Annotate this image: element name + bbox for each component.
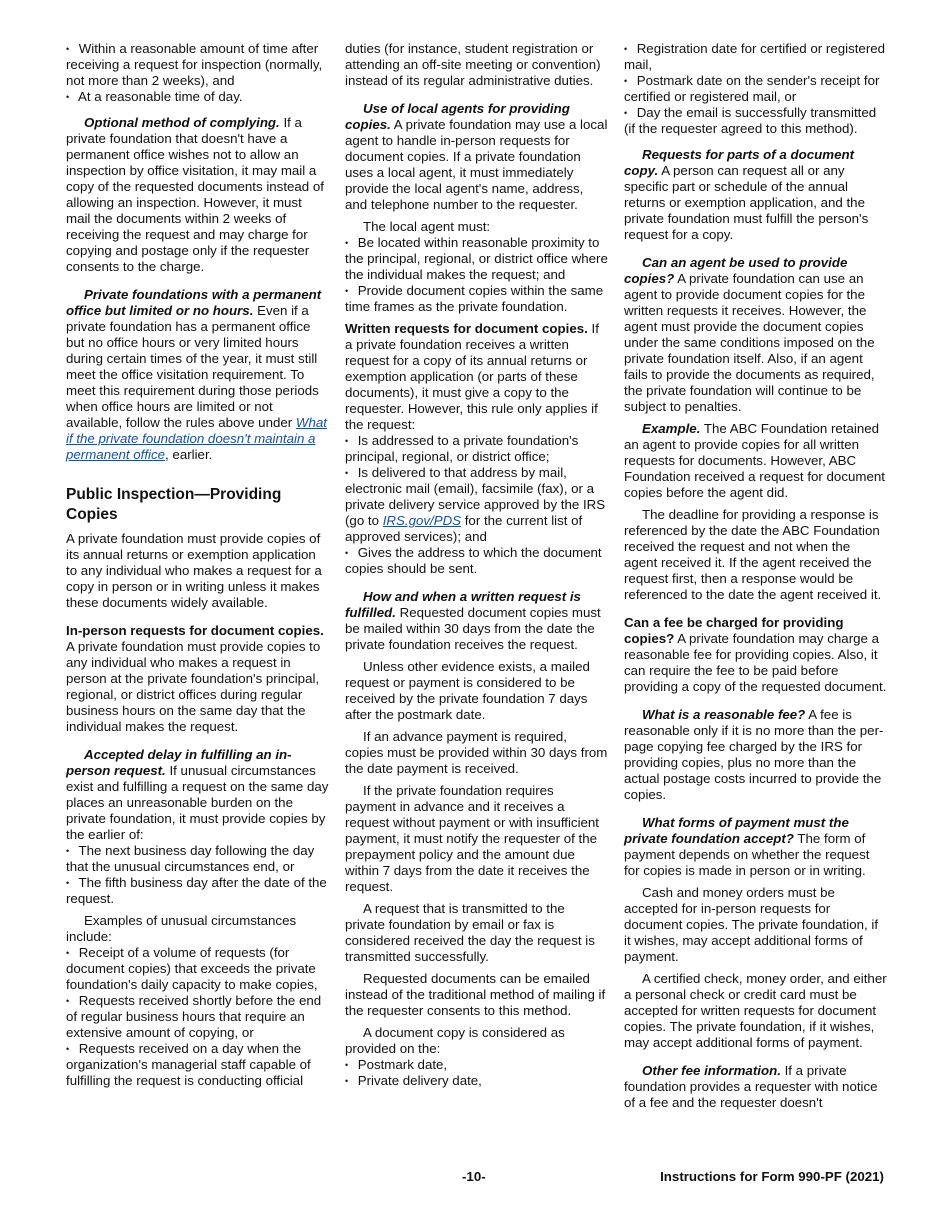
bullet-item: • Requests received on a day when the organization's managerial staff capable of fulfilling the request is conducting official [66, 1041, 311, 1088]
bullet-icon: • [624, 108, 628, 118]
paragraph-accepted-delay: Accepted delay in fulfilling an in-person request. If unusual circumstances exist and fulfilling a request on the same day places an unreasonable burden on the private foundation, it must provide copies by the earlier of: [66, 747, 329, 842]
bullet-icon: • [66, 948, 70, 958]
paragraph-how-when: How and when a written request is fulfilled. Requested document copies must be mailed within 30 days from the date the private foundation receives the request. [345, 589, 601, 652]
paragraph-advance-payment: If an advance payment is required, copies must be provided within 30 days from the date payment is received. [345, 729, 608, 776]
paragraph-intro: A private foundation must provide copies of its annual returns or exemption application to any individual who makes a request for a copy in person or in writing unless it makes these documents widely available. [66, 531, 322, 610]
paragraph-local-agent-must: The local agent must: [363, 219, 491, 234]
bullet-icon: • [345, 238, 349, 248]
bullet-item: • Receipt of a volume of requests (for document copies) that exceeds the private foundation's daily capacity to make copies, [66, 945, 318, 992]
bullet-icon: • [66, 92, 70, 102]
paragraph-cash: Cash and money orders must be accepted for in-person requests for document copies. The private foundation, if it wishes, may accept additional forms of payment. [624, 885, 879, 964]
paragraph-emailed-documents: Requested documents can be emailed instead of the traditional method of mailing if the requester consents to this method. [345, 971, 606, 1018]
bullet-item: • Is delivered to that address by mail, electronic mail (email), facsimile (fax), or a private delivery service approved by the IRS (go to IRS.gov/PDS for the current list of approved services); and [345, 465, 606, 544]
link-permanent-office[interactable]: What if the private foundation doesn't maintain a permanent office [66, 415, 327, 462]
bullet-icon: • [345, 436, 349, 446]
link-irs-pds[interactable]: IRS.gov/PDS [382, 513, 462, 528]
paragraph-limited-hours: Private foundations with a permanent office but limited or no hours. Even if a private foundation has a permanent office but no office hours or very limited hours during certain times of the year, it must still meet the office visitation requirement. To meet this requirement during those periods when office hours are limited or not available, follow the rules above under What if the private foundation doesn't maintain a permanent office, earlier. [66, 287, 327, 462]
bullet-item: • Private delivery date, [345, 1073, 482, 1088]
column-2 [345, 41, 608, 1089]
bullet-icon: • [345, 1060, 349, 1070]
paragraph-other-fee: Other fee information. If a private foundation provides a requester with notice of a fee and the requester doesn't [624, 1063, 878, 1110]
paragraph-fee-charged: Can a fee be charged for providing copies? A private foundation may charge a reasonable fee for providing copies. Also, it can require the fee to be paid before providing a copy of the requested document. [624, 615, 887, 694]
page-number: -10- [462, 1169, 486, 1184]
bullet-icon: • [66, 878, 70, 888]
paragraph-parts-of-document: Requests for parts of a document copy. A person can request all or any specific part or schedule of the annual returns or exemption application, and the private foundation must fulfill the person's request for a copy. [624, 147, 869, 242]
column-3 [624, 41, 887, 1117]
bullet-item: • Gives the address to which the document copies should be sent. [345, 545, 602, 576]
paragraph-certified-check: A certified check, money order, and either a personal check or credit card must be accepted for written requests for document copies. The private foundation, if it wishes, may accept additional forms of payment. [624, 971, 887, 1050]
bullet-item: • Registration date for certified or registered mail, [624, 41, 886, 72]
bullet-item: • Is addressed to a private foundation's principal, regional, or district office; [345, 433, 579, 464]
paragraph-deadline: The deadline for providing a response is referenced by the date the ABC Foundation received the request and not when the agent received it. If the agent received the request first, then a response would be referenced to the date the agent received it. [624, 507, 882, 602]
paragraph-written-requests: Written requests for document copies. If a private foundation receives a written request for a copy of its annual returns or exemption application (or parts of these documents), it must give a copy to the requester. However, this rule only applies if the request: [345, 321, 599, 432]
paragraph-forms-of-payment: What forms of payment must the private foundation accept? The form of payment depends on whether the request for copies is made in person or in writing. [624, 815, 870, 878]
bullet-item: • At a reasonable time of day. [66, 89, 243, 104]
bullet-icon: • [345, 548, 349, 558]
bullet-icon: • [624, 76, 628, 86]
bullet-item: • Requests received shortly before the end of regular business hours that require an extensive amount of copying, or [66, 993, 322, 1040]
paragraph-in-person-requests: In-person requests for document copies. A private foundation must provide copies to any individual who makes a request in person at the private foundation's principal, regional, or district offices during regular business hours on the same day that the individual makes the request. [66, 623, 324, 734]
bullet-icon: • [66, 1044, 70, 1054]
column-1 [66, 41, 329, 1089]
paragraph-local-agents: Use of local agents for providing copies. A private foundation may use a local agent to handle in-person requests for document copies. If a private foundation uses a local agent, it must immediately provide the local agent's name, address, and telephone number to the requester. [345, 101, 608, 212]
bullet-icon: • [66, 996, 70, 1006]
paragraph-examples: Examples of unusual circumstances include: [66, 913, 297, 944]
paragraph-reasonable-fee: What is a reasonable fee? A fee is reasonable only if it is no more than the per-page copying fee charged by the IRS for providing copies, plus no more than the actual postage costs incurred to provide the copies. [624, 707, 884, 802]
section-heading: Public Inspection—Providing Copies [66, 486, 282, 523]
bullet-icon: • [345, 468, 349, 478]
bullet-icon: • [345, 1076, 349, 1086]
paragraph-example: Example. The ABC Foundation retained an agent to provide copies for all written requests for documents. However, ABC Foundation received a request for document copies before the agent did. [624, 421, 885, 500]
paragraph-optional-method: Optional method of complying. If a private foundation that doesn't have a permanent office wishes not to allow an inspection by office visitation, it may mail a copy of the requested documents instead of allowing an inspection. However, it must mail the documents within 2 weeks of receiving the request and may charge for copying and postage only if the requester consents to the charge. [66, 115, 324, 274]
bullet-item: • Postmark date on the sender's receipt for certified or registered mail, or [624, 73, 880, 104]
bullet-item: • The next business day following the day that the unusual circumstances end, or [66, 843, 315, 874]
paragraph-prepayment: If the private foundation requires payment in advance and it receives a request without payment or with insufficient payment, it must notify the requester of the prepayment policy and the amount due within 7 days from the date it receives the request. [345, 783, 600, 894]
paragraph-provided-on: A document copy is considered as provided on the: [345, 1025, 565, 1056]
form-title: Instructions for Form 990-PF (2021) [660, 1169, 884, 1184]
paragraph-mailed-request: Unless other evidence exists, a mailed request or payment is considered to be received by the private foundation 7 days after the postmark date. [345, 659, 590, 722]
paragraph-agent-copies: Can an agent be used to provide copies? A private foundation can use an agent to provide document copies for the written requests it receives. However, the agent must provide the document copies under the same conditions imposed on the private foundation itself. Also, if an agent fails to provide the documents as required, the private foundation will continue to be subject to penalties. [624, 255, 875, 414]
bullet-item: • Within a reasonable amount of time after receiving a request for inspection (normally, not more than 2 weeks), and [66, 41, 323, 88]
bullet-item: • Provide document copies within the same time frames as the private foundation. [345, 283, 604, 314]
bullet-icon: • [624, 44, 628, 54]
bullet-item: • Postmark date, [345, 1057, 448, 1072]
bullet-item: • Be located within reasonable proximity to the principal, regional, or district office where the individual makes the request; and [345, 235, 608, 282]
bullet-icon: • [345, 286, 349, 296]
bullet-item: • Day the email is successfully transmitted (if the requester agreed to this method). [624, 105, 877, 136]
bullet-icon: • [66, 44, 70, 54]
bullet-item: • The fifth business day after the date of the request. [66, 875, 327, 906]
bullet-icon: • [66, 846, 70, 856]
paragraph-email-fax: A request that is transmitted to the private foundation by email or fax is considered received the day the request is transmitted successfully. [345, 901, 595, 964]
paragraph-duties: duties (for instance, student registration or attending an off-site meeting or convention) instead of its regular administrative duties. [345, 41, 601, 88]
